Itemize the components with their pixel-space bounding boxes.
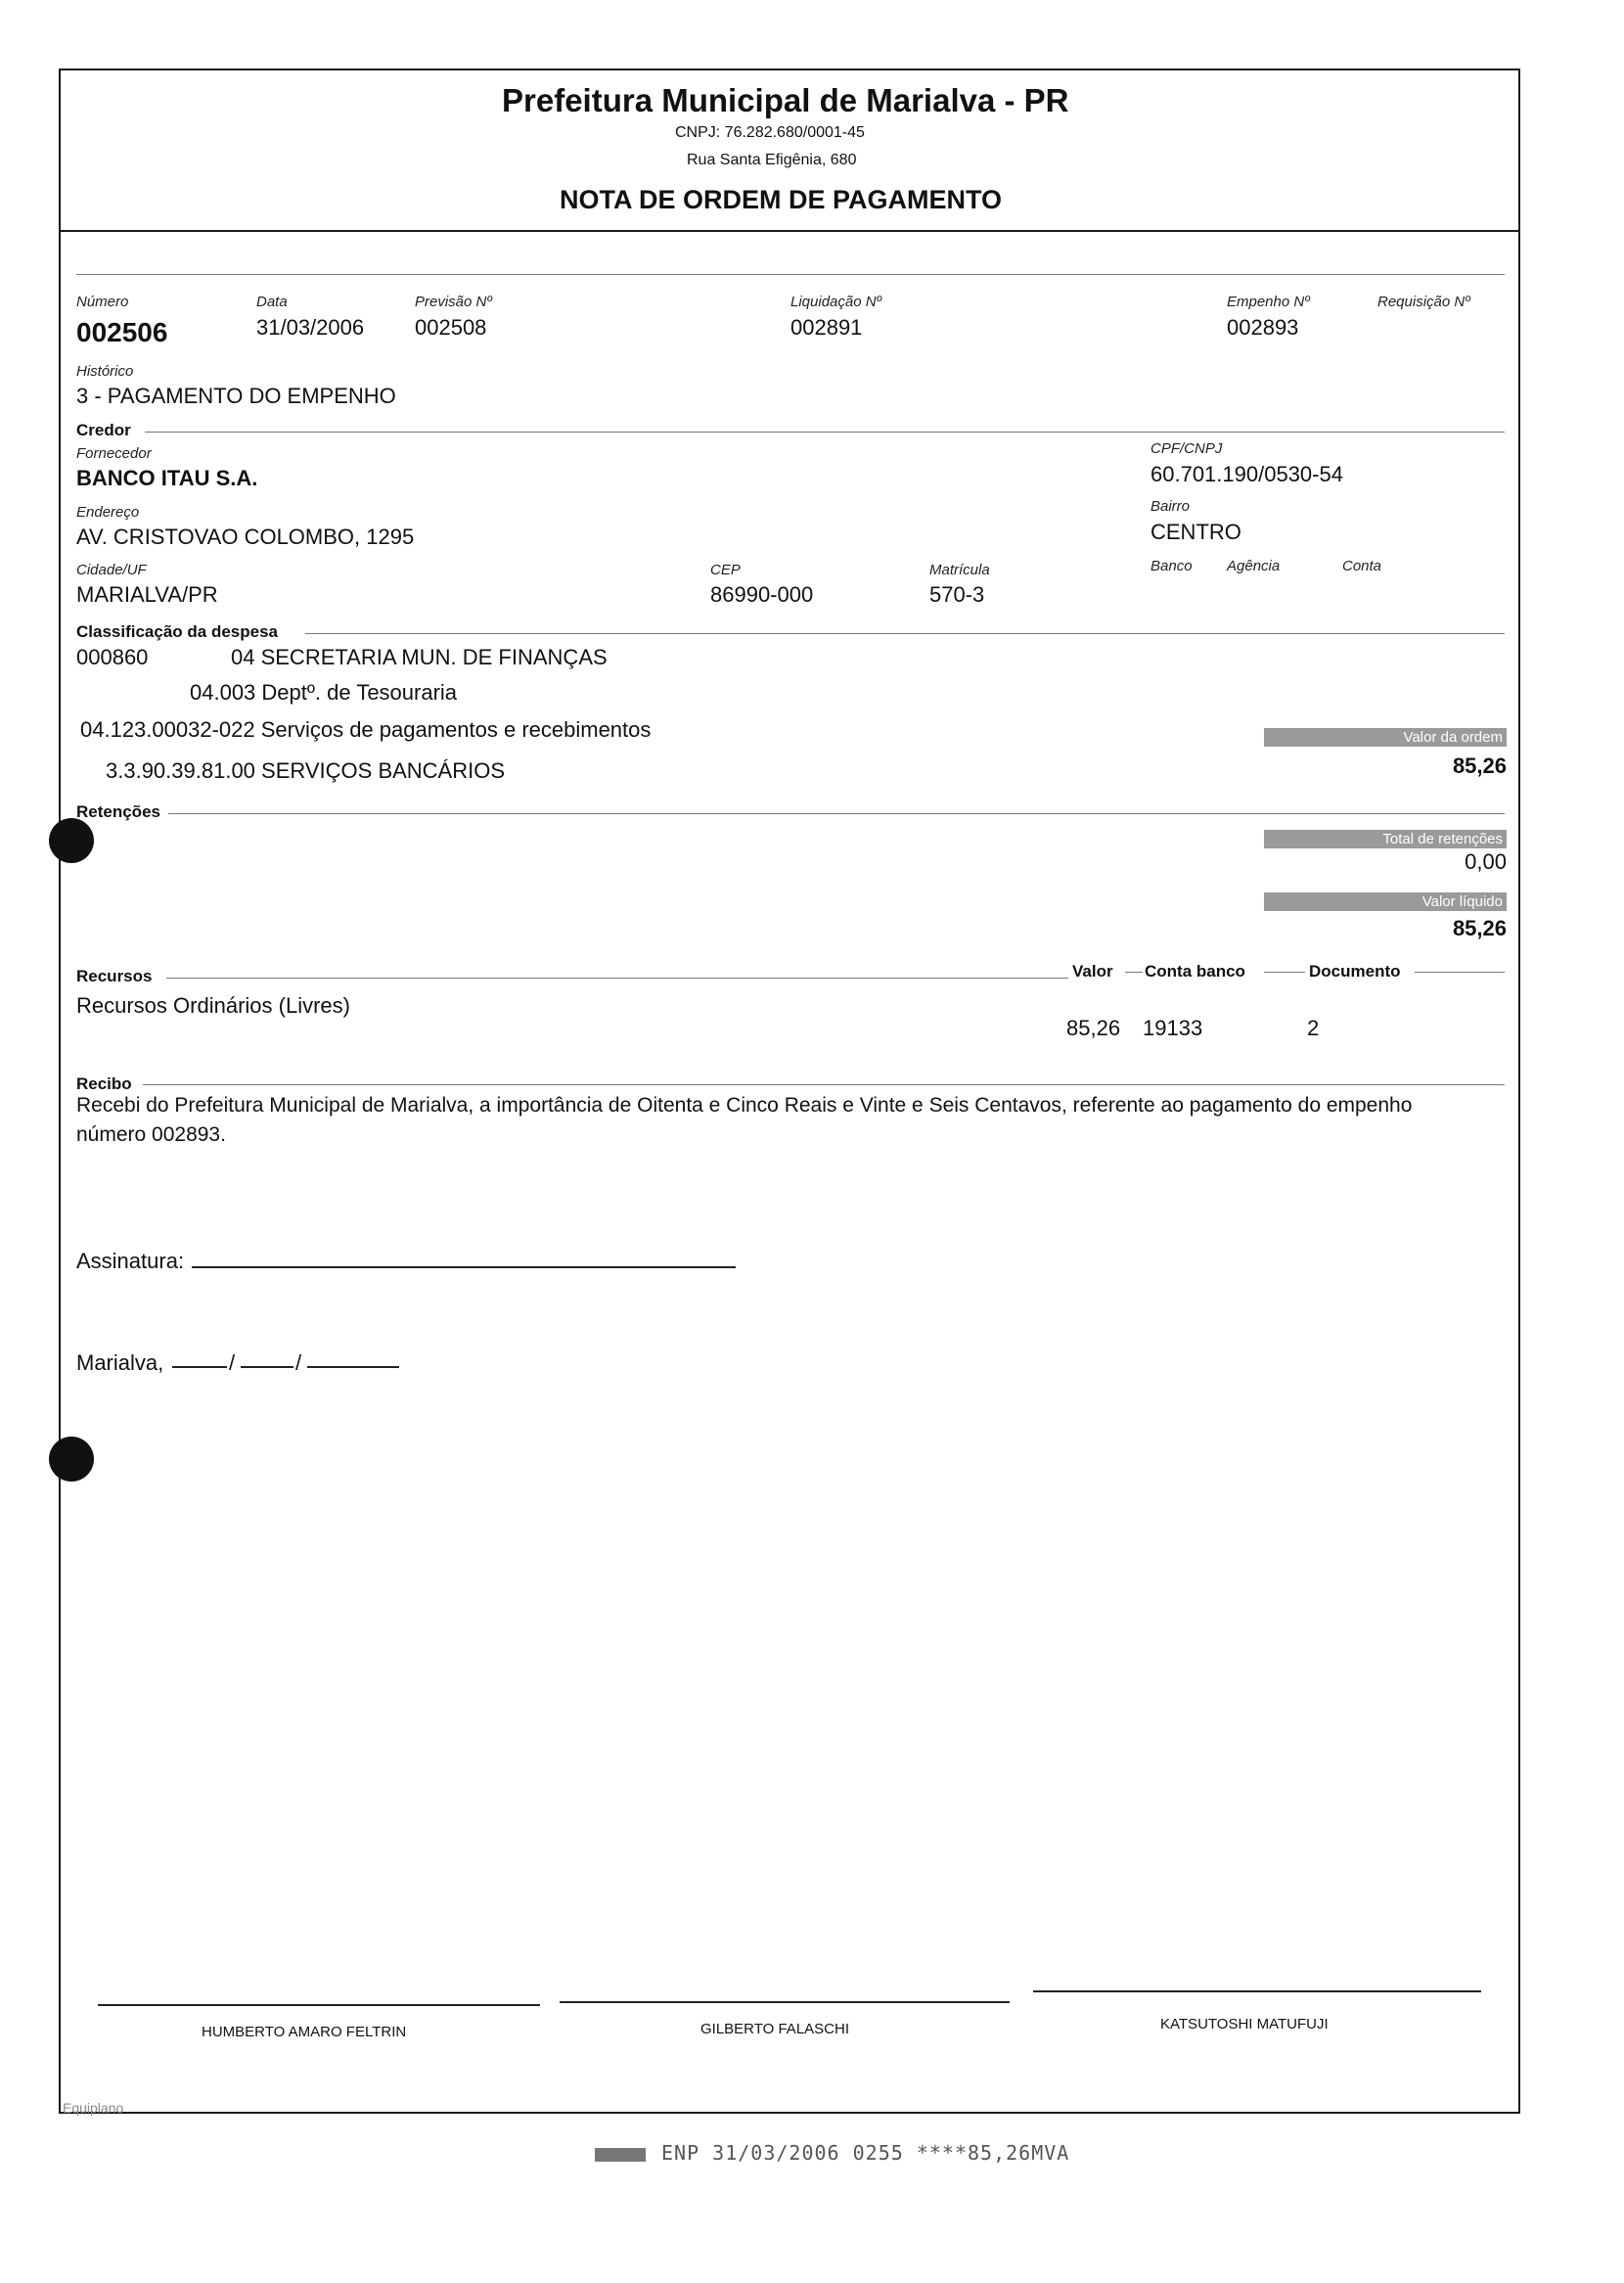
numero-label: Número	[76, 294, 129, 310]
endereco-label: Endereço	[76, 504, 140, 521]
assinatura-label: Assinatura:	[76, 1249, 185, 1273]
valor-liquido-value: 85,26	[1452, 916, 1507, 940]
recibo-text-line1: Recebi do Prefeitura Municipal de Marialva, a importância de Oitenta e Cinco Reais e Vinte e Seis Centavos, referente ao pagamento do empenho	[76, 1094, 1413, 1117]
assinatura-line	[192, 1266, 736, 1268]
previsao-label: Previsão Nº	[415, 294, 492, 310]
cidade-label: Cidade/UF	[76, 562, 147, 578]
elemento-value: 3.3.90.39.81.00 SERVIÇOS BANCÁRIOS	[106, 758, 506, 783]
recursos-documento-header: Documento	[1309, 962, 1401, 981]
divider	[1264, 972, 1305, 973]
signature-line-2	[560, 2001, 1010, 2003]
document-frame	[59, 68, 1520, 2114]
fornecedor-label: Fornecedor	[76, 445, 152, 462]
local-data-label: Marialva,	[76, 1350, 164, 1375]
print-stamp	[595, 2141, 1069, 2165]
divider	[145, 432, 1505, 433]
punch-hole-icon	[49, 818, 94, 863]
valor-liquido-label: Valor líquido	[1264, 892, 1507, 911]
recursos-conta-header: Conta banco	[1145, 962, 1245, 981]
empenho-value: 002893	[1227, 315, 1299, 340]
signature-line-1	[98, 2004, 540, 2006]
data-label: Data	[256, 294, 288, 310]
cpf-label: CPF/CNPJ	[1150, 440, 1223, 457]
bairro-label: Bairro	[1150, 498, 1191, 515]
document-title: NOTA DE ORDEM DE PAGAMENTO	[560, 185, 1003, 214]
conta-label: Conta	[1342, 558, 1382, 574]
date-day-line	[172, 1366, 227, 1368]
divider	[305, 633, 1505, 634]
liquidacao-label: Liquidação Nº	[790, 294, 882, 310]
classificacao-code: 000860	[76, 645, 149, 669]
banco-label: Banco	[1150, 558, 1193, 574]
cidade-value: MARIALVA/PR	[76, 582, 218, 607]
signature-name-2: GILBERTO FALASCHI	[700, 2021, 849, 2037]
punch-hole-icon	[49, 1437, 94, 1482]
valor-ordem-label: Valor da ordem	[1264, 728, 1507, 747]
divider	[1415, 972, 1505, 973]
recibo-section-title: Recibo	[76, 1074, 132, 1093]
credor-section-title: Credor	[76, 421, 131, 439]
stamp-text: ENP 31/03/2006 0255 ****85,26MVA	[661, 2141, 1070, 2165]
date-separator: /	[295, 1350, 302, 1375]
cep-value: 86990-000	[710, 582, 814, 607]
cep-label: CEP	[710, 562, 741, 578]
historico-label: Histórico	[76, 363, 134, 380]
date-year-line	[307, 1366, 399, 1368]
date-separator: /	[229, 1350, 236, 1375]
matricula-label: Matrícula	[929, 562, 990, 578]
date-month-line	[241, 1366, 293, 1368]
divider	[76, 274, 1505, 275]
cnpj-text: CNPJ: 76.282.680/0001-45	[675, 124, 865, 141]
divider	[1125, 972, 1143, 973]
recursos-documento: 2	[1307, 1016, 1320, 1040]
signature-name-3: KATSUTOSHI MATUFUJI	[1160, 2016, 1329, 2032]
programa-value: 04.123.00032-022 Serviços de pagamentos e recebimentos	[80, 717, 652, 742]
page-title: Prefeitura Municipal de Marialva - PR	[502, 82, 1069, 118]
recursos-descricao: Recursos Ordinários (Livres)	[76, 993, 350, 1018]
signature-line-3	[1033, 1990, 1481, 1992]
valor-ordem-value: 85,26	[1452, 753, 1507, 778]
divider	[168, 813, 1505, 814]
previsao-value: 002508	[415, 315, 487, 340]
recibo-text-line2: número 002893.	[76, 1123, 226, 1146]
cpf-value: 60.701.190/0530-54	[1150, 462, 1343, 486]
secretaria-value: 04 SECRETARIA MUN. DE FINANÇAS	[231, 645, 608, 669]
divider	[166, 978, 1068, 979]
address-text: Rua Santa Efigênia, 680	[687, 152, 857, 168]
requisicao-label: Requisição Nº	[1377, 294, 1470, 310]
classificacao-section-title: Classificação da despesa	[76, 622, 279, 641]
agencia-label: Agência	[1227, 558, 1281, 574]
stamp-mark-icon	[595, 2148, 646, 2162]
bairro-value: CENTRO	[1150, 520, 1241, 544]
header-separator	[59, 230, 1520, 232]
numero-value: 002506	[76, 317, 168, 347]
empenho-label: Empenho Nº	[1227, 294, 1310, 310]
divider	[143, 1084, 1505, 1085]
departamento-value: 04.003 Deptº. de Tesouraria	[190, 680, 458, 705]
liquidacao-value: 002891	[790, 315, 863, 340]
retencoes-section-title: Retenções	[76, 802, 160, 821]
recursos-section-title: Recursos	[76, 967, 153, 985]
recursos-valor-header: Valor	[1072, 962, 1113, 981]
total-retencoes-value: 0,00	[1465, 849, 1507, 874]
equiplano-brand: Equiplano	[63, 2100, 124, 2116]
endereco-value: AV. CRISTOVAO COLOMBO, 1295	[76, 525, 415, 549]
historico-value: 3 - PAGAMENTO DO EMPENHO	[76, 384, 396, 408]
fornecedor-value: BANCO ITAU S.A.	[76, 466, 258, 490]
matricula-value: 570-3	[929, 582, 985, 607]
data-value: 31/03/2006	[256, 315, 365, 340]
recursos-conta: 19133	[1143, 1016, 1203, 1040]
total-retencoes-label: Total de retenções	[1264, 830, 1507, 848]
recursos-valor: 85,26	[1066, 1016, 1121, 1040]
signature-name-1: HUMBERTO AMARO FELTRIN	[202, 2024, 407, 2040]
